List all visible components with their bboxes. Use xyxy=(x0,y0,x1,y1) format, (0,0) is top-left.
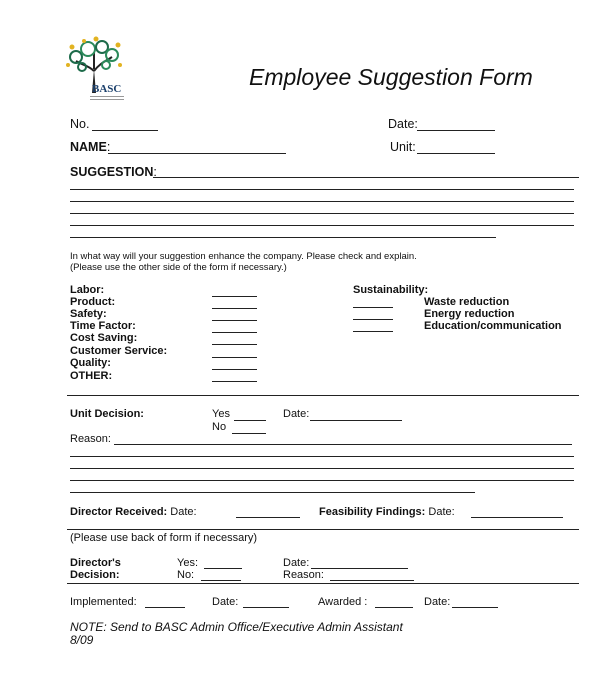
category-check-line[interactable] xyxy=(212,308,257,309)
reason-line[interactable] xyxy=(70,456,574,457)
implemented-label: Implemented: xyxy=(70,596,137,608)
implemented-date-label: Date: xyxy=(212,596,239,608)
unit-decision-label: Unit Decision: xyxy=(70,408,144,420)
awarded-date-field[interactable] xyxy=(452,607,498,608)
implemented-date-field[interactable] xyxy=(243,607,289,608)
page-title: Employee Suggestion Form xyxy=(249,64,533,90)
feasibility-date: Date: xyxy=(428,506,455,518)
instructions-line-2: (Please use the other side of the form if necessary.) xyxy=(70,262,287,273)
logo-tagline xyxy=(90,99,124,100)
date-label: Date: xyxy=(388,117,418,131)
reason-line[interactable] xyxy=(114,444,572,445)
sustainability-education: Education/communication xyxy=(424,320,562,332)
category-check-line[interactable] xyxy=(212,344,257,345)
suggestion-line[interactable] xyxy=(70,201,574,202)
sustainability-check-line[interactable] xyxy=(353,331,393,332)
name-row xyxy=(70,140,110,154)
name-label: NAME xyxy=(70,140,107,154)
feasibility-row xyxy=(319,506,455,518)
director-decision-no-field[interactable] xyxy=(201,580,241,581)
reason-line[interactable] xyxy=(70,468,574,469)
reason-line[interactable] xyxy=(70,492,475,493)
suggestion-line[interactable] xyxy=(153,177,579,178)
footer-note: NOTE: Send to BASC Admin Office/Executive Admin Assistant xyxy=(70,620,403,634)
name-colon: : xyxy=(106,140,111,154)
director-decision-yes: Yes: xyxy=(177,557,199,569)
unit-decision-yes: Yes xyxy=(212,408,230,420)
basc-logo xyxy=(62,35,126,107)
director-decision-label-1: Director's xyxy=(70,557,121,569)
no-label: No. xyxy=(70,117,90,131)
footer-version: 8/09 xyxy=(70,633,94,647)
section-divider xyxy=(67,583,579,584)
unit-decision-no: No xyxy=(212,421,227,433)
unit-decision-date-field[interactable] xyxy=(310,420,402,421)
section-divider xyxy=(67,395,579,396)
category-check-line[interactable] xyxy=(212,381,257,382)
suggestion-row xyxy=(70,165,157,179)
suggestion-line[interactable] xyxy=(70,213,574,214)
suggestion-line[interactable] xyxy=(70,225,574,226)
suggestion-colon: : xyxy=(153,165,157,179)
unit-decision-no-field[interactable] xyxy=(232,433,266,434)
awarded-field[interactable] xyxy=(375,607,413,608)
category-time-factor: Time Factor: xyxy=(70,320,136,332)
logo-text: BASC xyxy=(92,83,122,95)
category-cost-saving: Cost Saving: xyxy=(70,332,138,344)
logo-tagline xyxy=(90,96,124,97)
unit-decision-date: Date: xyxy=(283,408,310,420)
instructions-line-1: In what way will your suggestion enhance the company. Please check and explain. xyxy=(70,251,417,262)
director-decision-reason: Reason: xyxy=(283,569,324,581)
director-decision-yes-field[interactable] xyxy=(204,568,242,569)
reason-line[interactable] xyxy=(70,480,574,481)
category-labor: Labor: xyxy=(70,284,105,296)
unit-label: Unit: xyxy=(390,140,416,154)
suggestion-label: SUGGESTION xyxy=(70,165,154,179)
category-check-line[interactable] xyxy=(212,320,257,321)
category-customer-service: Customer Service: xyxy=(70,345,168,357)
section-divider xyxy=(67,529,579,530)
sustainability-energy: Energy reduction xyxy=(424,308,515,320)
no-field[interactable] xyxy=(92,130,158,131)
category-other: OTHER: xyxy=(70,370,113,382)
unit-field[interactable] xyxy=(417,153,495,154)
category-check-line[interactable] xyxy=(212,369,257,370)
suggestion-line[interactable] xyxy=(70,237,496,238)
feasibility-label: Feasibility Findings: xyxy=(319,506,426,518)
director-decision-reason-field[interactable] xyxy=(330,580,414,581)
sustainability-check-line[interactable] xyxy=(353,319,393,320)
director-received-label: Director Received: xyxy=(70,506,168,518)
director-received-date-field[interactable] xyxy=(236,517,300,518)
director-decision-label-2: Decision: xyxy=(70,569,120,581)
director-decision-date-field[interactable] xyxy=(311,568,408,569)
awarded-date-label: Date: xyxy=(424,596,451,608)
category-check-line[interactable] xyxy=(212,332,257,333)
unit-decision-yes-field[interactable] xyxy=(234,420,266,421)
date-field[interactable] xyxy=(417,130,495,131)
implemented-field[interactable] xyxy=(145,607,185,608)
back-of-form-note: (Please use back of form if necessary) xyxy=(70,532,258,544)
feasibility-date-field[interactable] xyxy=(471,517,563,518)
director-decision-date: Date: xyxy=(283,557,310,569)
director-decision-no: No: xyxy=(177,569,195,581)
director-received-date: Date: xyxy=(170,506,197,518)
category-check-line[interactable] xyxy=(212,296,257,297)
category-quality: Quality: xyxy=(70,357,111,369)
sustainability-check-line[interactable] xyxy=(353,307,393,308)
category-product: Product: xyxy=(70,296,116,308)
suggestion-line[interactable] xyxy=(70,189,574,190)
director-received-row xyxy=(70,506,197,518)
category-safety: Safety: xyxy=(70,308,107,320)
sustainability-label: Sustainability: xyxy=(353,284,429,296)
unit-decision-reason: Reason: xyxy=(70,433,111,445)
category-check-line[interactable] xyxy=(212,357,257,358)
name-field[interactable] xyxy=(108,153,286,154)
awarded-label: Awarded : xyxy=(318,596,368,608)
sustainability-waste: Waste reduction xyxy=(424,296,510,308)
